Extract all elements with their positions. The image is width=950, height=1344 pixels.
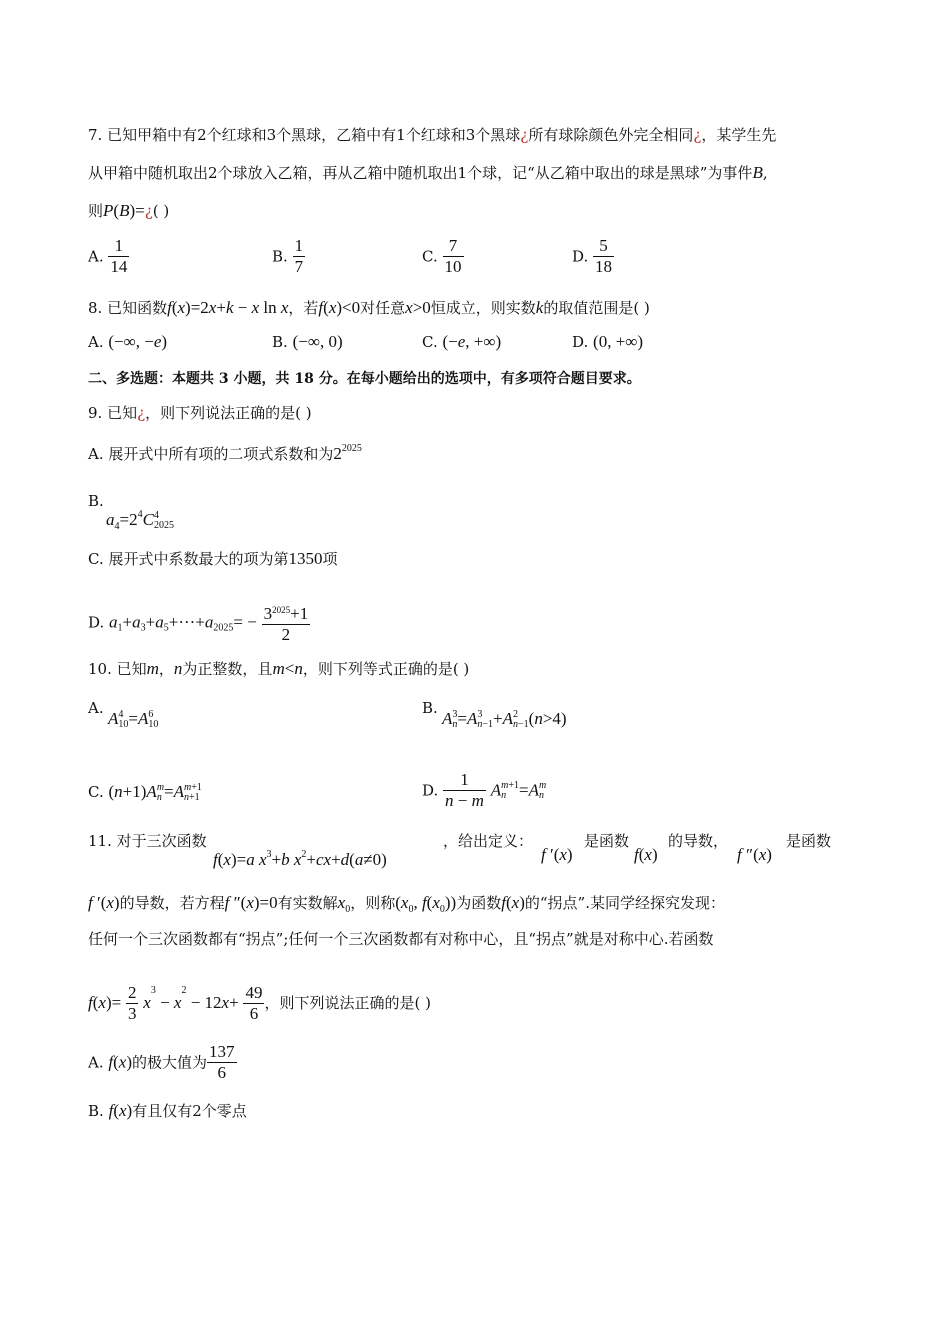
q11-f: f(x) xyxy=(634,845,658,864)
q11-stem-e: 是函数 xyxy=(786,832,832,850)
option-label: A. xyxy=(88,247,104,266)
q7-line3-prefix: 则 xyxy=(88,202,104,220)
fraction: $\frac{137}{6}$ xyxy=(209,1042,235,1082)
q7-line1-text: 7. 已知甲箱中有2个红球和3个黑球，乙箱中有1个红球和3个黑球 xyxy=(88,126,521,144)
q7-line1 xyxy=(88,124,776,146)
q10-option-a[interactable]: A 4 10 =A 6 10 xyxy=(108,709,159,730)
q11-stem-func: f(x)=a $x^3+b$ $x^2+cx+d(a\ne 0)$ xyxy=(213,849,387,869)
q7-line2: 从甲箱中随机取出2个球放入乙箱，再从乙箱中随机取出1个球，记“从乙箱中取出的球是黑球”为事件B, xyxy=(88,163,768,182)
q8-prefix: 8. 已知函数 xyxy=(88,299,168,317)
fraction: $\frac{49}{6}$ xyxy=(245,982,263,1023)
q11-stem-line4: f(x)= $\frac{2}{3}$ $x^3 - x^2 - 12x+$ $\frac{49}{6}$ ，则下列说法正确的是( ) xyxy=(88,982,431,1023)
q7-line3: 则P(B)=¿( ) xyxy=(88,201,170,220)
q10-option-b[interactable]: A 3 n =A 3 n−1 +A 2 n−1 (n>4) xyxy=(442,709,567,730)
q7-option-c[interactable] xyxy=(422,236,464,277)
q9-option-a[interactable]: A. 展开式中所有项的二项式系数和为$2^{2025}$ xyxy=(88,443,362,463)
q7-option-a[interactable] xyxy=(88,236,129,277)
garbled-char: ¿ xyxy=(693,126,702,144)
q11-stem-line3: 任何一个三次函数都有“拐点”;任何一个三次函数都有对称中心，且“拐点”就是对称中心.若函数 xyxy=(88,930,714,948)
q11-stem-line2: f ′(x)的导数，若方程f ″(x)=0有实数解$x_0$，则称($x_0$, $f(x_0)$)为函数f(x)的“拐点”.某同学经探究发现： xyxy=(88,893,725,915)
q11-option-b[interactable]: B. f(x)有且仅有2个零点 xyxy=(88,1101,247,1120)
q11-stem-c: 是函数 xyxy=(584,832,630,850)
q7-line1-b: 所有球除颜色外完全相同 xyxy=(528,126,694,144)
garbled-char: ¿ xyxy=(520,126,529,144)
q7-line1-c: ，某学生先 xyxy=(701,126,777,144)
option-label: B. xyxy=(272,247,288,266)
q8-option-b[interactable]: B. (−∞, 0) xyxy=(272,332,343,351)
garbled-char: ¿ xyxy=(144,202,153,220)
option-label: C. xyxy=(422,247,438,266)
q8-stem: 8. 已知函数f(x)=2x+k − x ln x，若f(x)<0对任意x>0恒成立，则实数k的取值范围是( ) xyxy=(88,298,650,317)
q10-option-b-label: B. xyxy=(422,699,438,717)
garbled-char: ¿ xyxy=(137,404,146,422)
q9-option-c[interactable]: C. 展开式中系数最大的项为第1350项 xyxy=(88,549,338,568)
fraction: $\frac{1}{14}$ xyxy=(110,236,128,276)
fraction: $\frac{1}{n - m}$ xyxy=(445,770,484,810)
q11-stem-d: 的导数， xyxy=(668,832,729,850)
q8-option-a[interactable]: A. (−∞, −e) xyxy=(88,332,168,351)
q7-line3-suffix: ( ) xyxy=(152,202,170,220)
q8-option-c[interactable]: C. (−e, +∞) xyxy=(422,332,502,351)
section-heading: 二、多选题：本题共 3 小题，共 18 分。在每小题给出的选项中，有多项符合题目要求。 xyxy=(88,371,641,387)
option-label: D. xyxy=(572,247,589,266)
q11-fprime: f ′(x) xyxy=(541,845,573,864)
q11-stem-def: ，给出定义： xyxy=(443,832,534,850)
q11-fdoubleprime: f ″(x) xyxy=(737,845,772,864)
q11-stem-line1: 11. 对于三次函数 xyxy=(88,832,207,850)
fraction: $\frac{7}{10}$ xyxy=(444,236,462,276)
fraction: $\frac{3^{2025}+1}{2}$ xyxy=(262,600,311,645)
q9-stem: 9. 已知¿，则下列说法正确的是( ) xyxy=(88,404,312,422)
q9-option-b-label: B. xyxy=(88,492,104,510)
q10-stem: 10. 已知m，n为正整数，且m<n，则下列等式正确的是( ) xyxy=(88,659,470,678)
q7-line2-text: 从甲箱中随机取出2个球放入乙箱，再从乙箱中随机取出1个球，记“从乙箱中取出的球是黑球”为事件 xyxy=(88,164,753,182)
q10-option-a-label: A. xyxy=(88,699,104,717)
q10-option-d[interactable]: D. $\frac{1}{n - m}$ A m+1 n =A m n xyxy=(422,770,547,810)
fraction: $\frac{2}{3}$ xyxy=(127,982,137,1023)
q7-option-b[interactable] xyxy=(272,236,305,277)
fraction: $\frac{5}{18}$ xyxy=(595,236,613,276)
q9-option-b[interactable]: $a_4=2^4C$ 4 2025 xyxy=(106,509,174,532)
q8-option-d[interactable]: D. (0, +∞) xyxy=(572,332,644,351)
q9-option-d[interactable]: D. $a_1+a_3+a_5+\cdot\cdot\cdot+a_{2025}=$ − $\frac{3^{2025}+1}{2}$ xyxy=(88,600,310,645)
q11-option-a[interactable]: A. f(x)的极大值为 $\frac{137}{6}$ xyxy=(88,1042,235,1082)
q7-option-d[interactable] xyxy=(572,236,614,277)
q10-option-c[interactable]: C. (n+1)A m n =A m+1 n+1 xyxy=(88,782,202,803)
fraction: $\frac{1}{7}$ xyxy=(294,236,304,276)
